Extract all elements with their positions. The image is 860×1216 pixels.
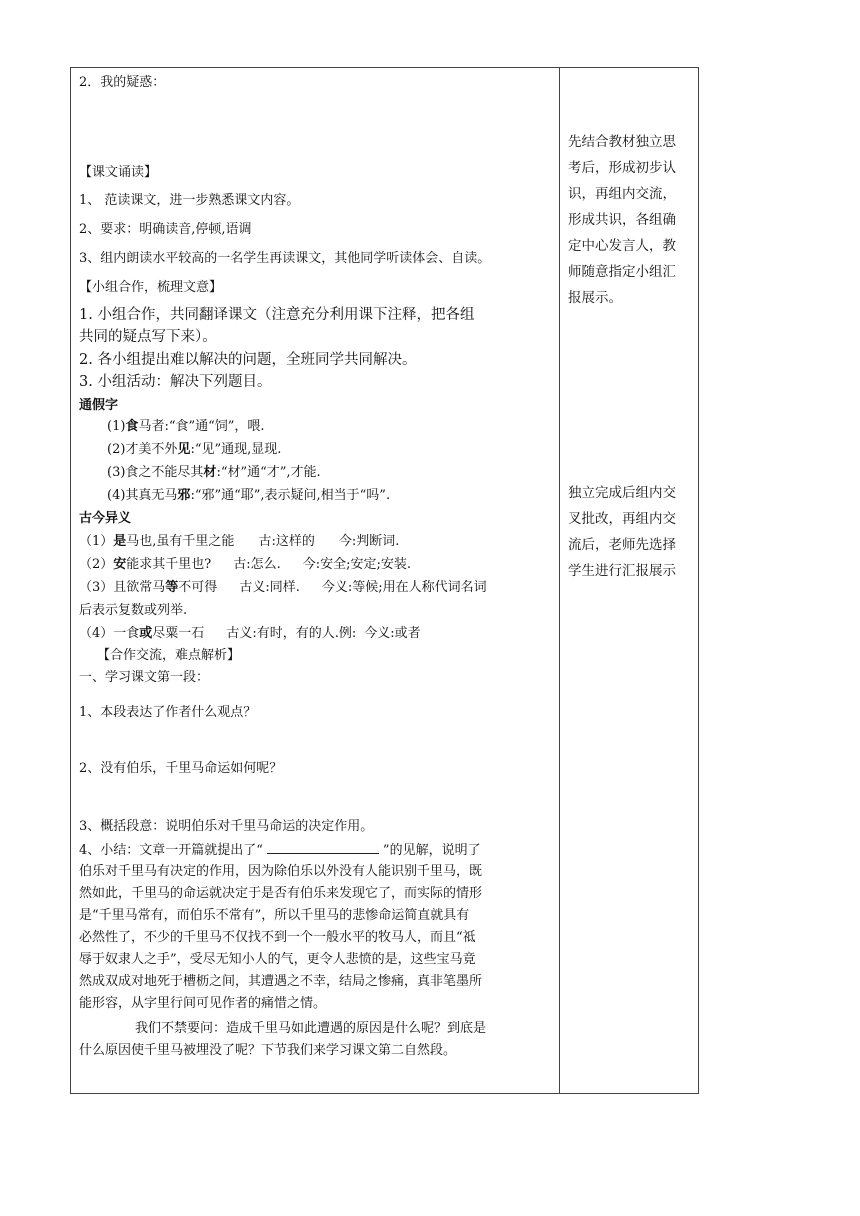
note1-line-2: 考后，形成初步认 [568,160,676,176]
question-1: 1、本段表达了作者什么观点？ [79,705,257,720]
question-2: 2、没有伯乐，千里马命运如何呢？ [79,761,283,776]
guju-item-3: （3）且欲常马等不可得 古义:同样. 今义:等候;用在人称代词名词 [79,580,487,595]
analysis-heading: 【合作交流，难点解析】 [97,648,241,663]
fill-in-blank [267,841,379,854]
summary-line-1: 4、小结：文章一开篇就提出了“ ”的见解，说明了 [79,843,481,858]
lesson-table [70,67,699,1094]
closing-line-1: 我们不禁要问：造成千里马如此遭遇的原因是什么呢？到底是 [135,1021,487,1036]
question-3: 3、概括段意：说明伯乐对千里马命运的决定作用。 [79,819,374,834]
summary-line-3: 然如此，千里马的命运就决定于是否有伯乐来发现它了，而实际的情形 [79,886,483,901]
tongjia-item-4: (4)其真无马邪:“邪”通“耶”,表示疑问,相当于“吗”. [107,488,391,503]
note2-line-1: 独立完成后组内交 [568,485,676,501]
content-column [71,68,559,1093]
summary-line-8: 能形容，从字里行间可见作者的痛惜之情。 [79,996,327,1011]
guju-item-4: （4）一食或尽粟一石 古义:有时，有的人.例: 今义:或者 [79,626,421,641]
summary-line-6: 辱于奴隶人之手”，受尽无知小人的气，更令人悲愤的是，这些宝马竟 [79,952,476,967]
group-item-1b: 共同的疑点写下来）。 [79,329,217,345]
note2-line-3: 流后，老师先选择 [568,537,676,553]
note2-line-2: 叉批改，再组内交 [568,511,676,527]
tongjia-item-1: (1)食马者:“食”通“饲”，喂. [107,419,265,434]
summary-line-5: 必然性了，不少的千里马不仅找不到一个一般水平的牧马人，而且“祗 [79,930,476,945]
summary-line-2: 伯乐对千里马有决定的作用，因为除伯乐以外没有人能识别千里马，既 [79,864,483,879]
group-item-2: 2. 各小组提出难以解决的问题，全班同学共同解决。 [79,352,417,368]
group-heading: 【小组合作，梳理文意】 [79,280,223,295]
notes-column [560,68,699,1093]
note1-line-3: 识，再组内交流， [568,186,676,202]
guju-heading: 古今异义 [79,511,132,526]
doubts-label: 2．我的疑惑： [79,75,166,90]
group-item-1a: 1. 小组合作，共同翻译课文（注意充分利用课下注释，把各组 [79,307,475,323]
group-item-3: 3. 小组活动：解决下列题目。 [79,374,272,390]
summary-line-7: 然成双成对地死于槽枥之间，其遭遇之不幸，结局之惨痛，真非笔墨所 [79,974,483,989]
tongjia-item-2: (2)才美不外见:“见”通现,显现. [107,442,282,457]
reading-item-1: 1、 范读课文，进一步熟悉课文内容。 [79,193,300,208]
guju-item-1: （1）是马也,虽有千里之能 古:这样的 今:判断词. [79,534,400,549]
tongjia-heading: 通假字 [79,398,119,413]
reading-item-2: 2、要求：明确读音,停顿,语调 [79,222,252,237]
summary-line-4: 是“千里马常有，而伯乐不常有”，所以千里马的悲惨命运简直就具有 [79,908,470,923]
note1-line-6: 师随意指定小组汇 [568,264,676,280]
note1-line-4: 形成共识，各组确 [568,212,676,228]
reading-item-3: 3、组内朗读水平较高的一名学生再读课文，其他同学听读体会、自读。 [79,251,491,266]
analysis-section: 一、学习课文第一段： [79,670,210,685]
note2-line-4: 学生进行汇报展示 [568,563,676,579]
note1-line-1: 先结合教材独立思 [568,134,676,150]
tongjia-item-3: (3)食之不能尽其材:“材”通“才”,才能. [107,465,321,480]
note1-line-5: 定中心发言人，教 [568,238,676,254]
note1-line-7: 报展示。 [568,290,622,306]
reading-heading: 【课文诵读】 [79,165,158,180]
guju-item-3b: 后表示复数或列举. [79,603,188,618]
guju-item-2: （2）安能求其千里也? 古:怎么. 今:安全;安定;安装. [79,557,412,572]
closing-line-2: 什么原因使千里马被埋没了呢？下节我们来学习课文第二自然段。 [79,1043,457,1058]
